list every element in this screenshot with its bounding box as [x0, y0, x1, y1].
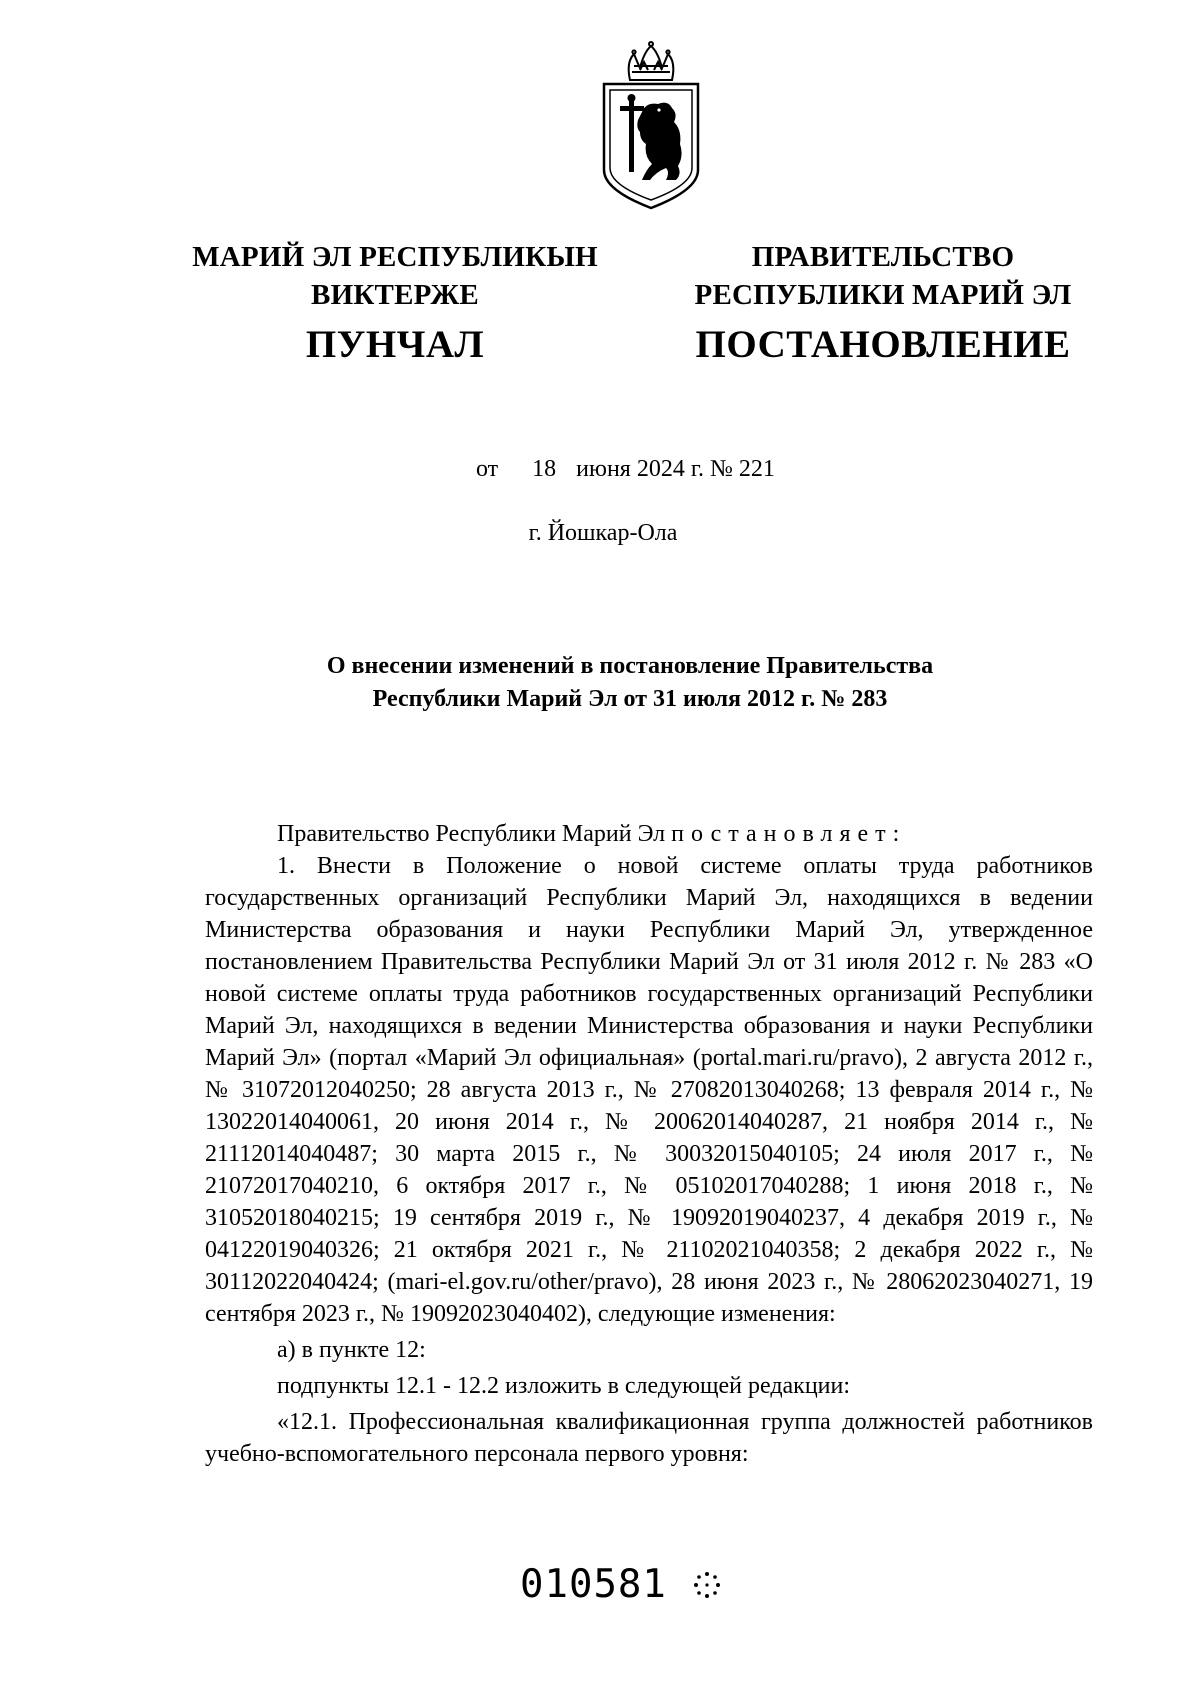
header-right-block — [668, 238, 1098, 370]
paragraph-2: а) в пункте 12: — [277, 1337, 426, 1363]
header-left-block — [170, 238, 620, 370]
paragraph-4: «12.1. Профессиональная квалификационная группа должностей работников учебно-вспомогательного персонала первого уровня: — [205, 1409, 1093, 1467]
intro-paragraph — [205, 818, 1093, 850]
document-title — [200, 650, 1060, 716]
paragraph-1: 1. Внести в Положение о новой системе оплаты труда работников государственных организаций Республики Марий Эл, находящихся в ведении Министерства образования и науки Республики Марий Эл, утвержденное постановлением Правительства Республики Марий Эл от 31 июля 2012 г. № 283 «О новой системе оплаты труда работников государственных организаций Республики Марий Эл, находящихся в ведении Министерства образования и науки Республики Марий Эл» (портал «Марий Эл официальная» (portal.mari.ru/pravo), 2 августа 2012 г., № 31072012040250; 28 августа 2013 г., № 27082013040268; 13 февраля 2014 г., № 13022014040061, 20 июня 2014 г., № 20062014040287, 21 ноября 2014 г., № 21112014040487; 30 марта 2015 г., № 30032015040105; 24 июля 2017 г., № 21072017040210, 6 октября 2017 г., № 05102017040288; 1 июня 2018 г., № 31052018040215; 19 сентября 2019 г., № 19092019040237, 4 декабря 2019 г., № 04122019040326; 21 октября 2021 г., № 21102021040358; 2 декабря 2022 г., № 30112022040424; (mari-el.gov.ru/other/pravo), 28 июня 2023 г., № 28062023040271, 19 сентября 2023 г., № 19092023040402), следующие изменения: — [205, 853, 1093, 1327]
header-right-line1: ПРАВИТЕЛЬСТВО — [751, 241, 1015, 273]
header-left-doc-type: ПУНЧАЛ — [305, 323, 485, 366]
header-left-line1: МАРИЙ ЭЛ РЕСПУБЛИКЫН — [192, 241, 598, 273]
header-left-line2: ВИКТЕРЖЕ — [311, 279, 479, 311]
document-body — [205, 818, 1093, 1470]
serial-number: 010581 — [520, 1562, 667, 1607]
crown-bear-shield-icon — [596, 40, 706, 210]
city-name: г. Йошкар-Ола — [528, 520, 678, 546]
date-prefix: от — [476, 456, 499, 482]
intro-text: Правительство Республики Марий Эл — [277, 821, 672, 847]
security-mark-icon — [692, 1570, 722, 1600]
coat-of-arms-emblem — [596, 40, 706, 210]
title-line2: Республики Марий Эл от 31 июля 2012 г. № 283 — [372, 686, 888, 712]
title-line1: О внесении изменений в постановление Правительства — [326, 653, 934, 679]
date-line — [476, 456, 775, 483]
header-right-doc-type: ПОСТАНОВЛЕНИЕ — [695, 323, 1071, 366]
document-number: 221 — [738, 456, 775, 482]
date-month-year: июня 2024 г. № — [576, 456, 733, 482]
header-right-line2: РЕСПУБЛИКИ МАРИЙ ЭЛ — [694, 279, 1072, 311]
date-day: 18 — [532, 456, 557, 482]
intro-verb: постановляет: — [671, 821, 907, 847]
paragraph-3: подпункты 12.1 - 12.2 изложить в следующей редакции: — [277, 1373, 851, 1399]
